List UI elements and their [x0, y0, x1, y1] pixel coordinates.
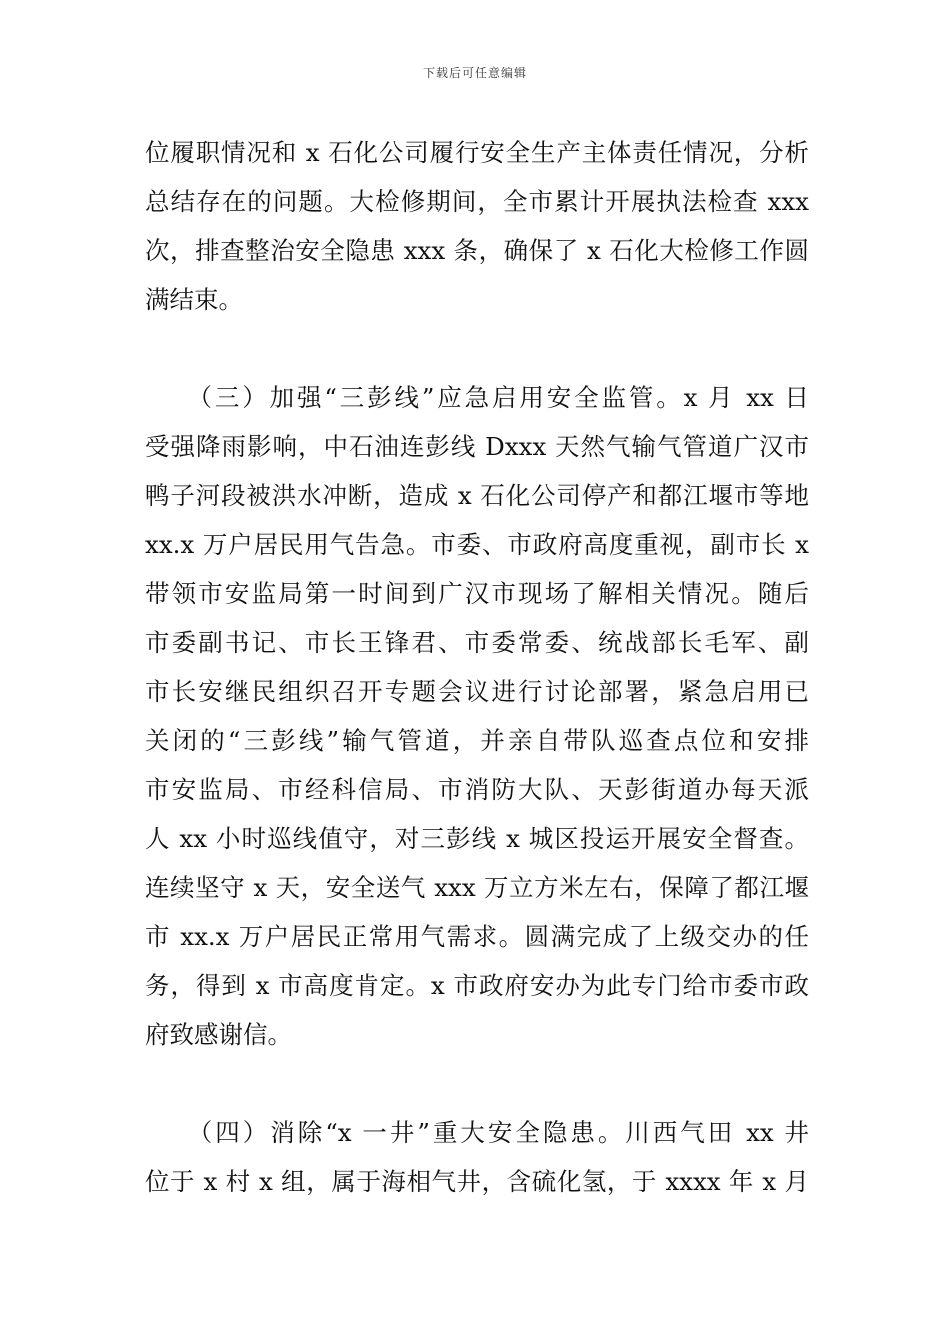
text-line: 受强降雨影响，中石油连彭线 Dxxx 天然气输气管道广汉市	[145, 432, 809, 461]
text-line: 务，得到 x 市高度肯定。x 市政府安办为此专门给市委市政	[145, 971, 809, 1000]
text-line: （四）消除“x 一井”重大安全隐患。川西气田 xx 井	[145, 1118, 809, 1147]
text-line: 位于 x 村 x 组，属于海相气井，含硫化氢，于 xxxx 年 x 月	[145, 1167, 809, 1196]
paragraph-3	[145, 1108, 809, 1206]
document-body	[145, 128, 809, 1206]
text-line: xx.x 万户居民用气告急。市委、市政府高度重视，副市长 x	[145, 530, 809, 559]
paragraph-gap	[145, 324, 809, 373]
text-line: 府致感谢信。	[145, 1020, 292, 1049]
text-line: 次，排查整治安全隐患 xxx 条，确保了 x 石化大检修工作圆	[145, 236, 809, 265]
text-line: 带领市安监局第一时间到广汉市现场了解相关情况。随后	[145, 579, 809, 608]
text-line: 连续坚守 x 天，安全送气 xxx 万立方米左右，保障了都江堰	[145, 873, 809, 902]
paragraph-2	[145, 373, 809, 1059]
paragraph-1	[145, 128, 809, 324]
text-line: 总结存在的问题。大检修期间，全市累计开展执法检查 xxx	[145, 187, 809, 216]
text-line: （三）加强“三彭线”应急启用安全监管。x 月 xx 日	[145, 383, 809, 412]
text-line: 位履职情况和 x 石化公司履行安全生产主体责任情况，分析	[145, 138, 809, 167]
paragraph-gap	[145, 1059, 809, 1108]
text-line: 市委副书记、市长王锋君、市委常委、统战部长毛军、副	[145, 628, 809, 657]
text-line: 关闭的“三彭线”输气管道，并亲自带队巡查点位和安排	[145, 726, 809, 755]
text-line: 人 xx 小时巡线值守，对三彭线 x 城区投运开展安全督查。	[145, 824, 809, 853]
text-line: 鸭子河段被洪水冲断，造成 x 石化公司停产和都江堰市等地	[145, 481, 809, 510]
text-line: 满结束。	[145, 285, 243, 314]
text-line: 市长安继民组织召开专题会议进行讨论部署，紧急启用已	[145, 677, 809, 706]
text-line: 市 xx.x 万户居民正常用气需求。圆满完成了上级交办的任	[145, 922, 809, 951]
text-line: 市安监局、市经科信局、市消防大队、天彭街道办每天派	[145, 775, 809, 804]
page-header: 下载后可任意编辑	[422, 66, 527, 80]
